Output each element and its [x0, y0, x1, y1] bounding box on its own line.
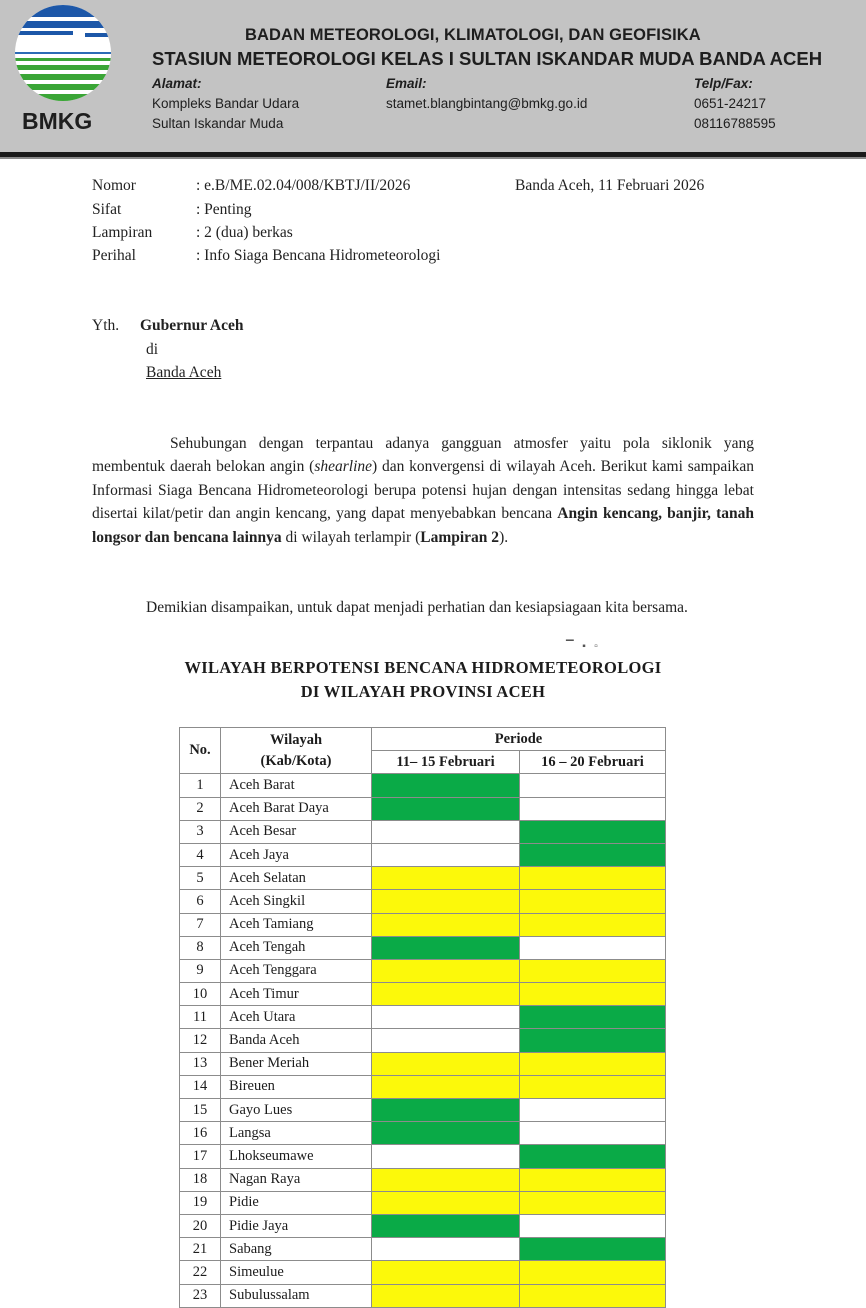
period-cell-yellow — [372, 867, 520, 890]
row-region: Simeulue — [221, 1261, 372, 1284]
period-cell-green — [372, 936, 520, 959]
row-number: 23 — [180, 1284, 221, 1307]
p1-bold-lampiran: Lampiran 2 — [420, 528, 500, 546]
table-title-line-1: WILAYAH BERPOTENSI BENCANA HIDROMETEOROLOGI — [184, 658, 662, 677]
lampiran-label: Lampiran — [92, 224, 153, 241]
table-row — [180, 843, 666, 866]
table-row — [180, 1099, 666, 1122]
period-cell-none — [520, 1099, 666, 1122]
period-cell-green — [520, 1006, 666, 1029]
period-cell-yellow — [520, 1052, 666, 1075]
period-cell-yellow — [520, 1168, 666, 1191]
table-row — [180, 820, 666, 843]
station-name: STASIUN METEOROLOGI KELAS I SULTAN ISKANDAR MUDA BANDA ACEH — [152, 48, 823, 69]
period-cell-none — [372, 1006, 520, 1029]
body-paragraph-1 — [92, 432, 754, 549]
bmkg-logo-icon — [13, 3, 113, 103]
table-row — [180, 1238, 666, 1261]
p1-bold-hazards: Angin kencang, banjir, tanah longsor dan bencana lainnya — [92, 505, 754, 546]
period-cell-green — [520, 1145, 666, 1168]
letterhead-divider — [0, 152, 866, 159]
row-region: Bener Meriah — [221, 1052, 372, 1075]
period-cell-green — [520, 820, 666, 843]
row-number: 13 — [180, 1052, 221, 1075]
table-row — [180, 1214, 666, 1237]
col-header-periode: Periode — [372, 728, 666, 751]
recipient-di: di — [146, 341, 159, 358]
table-row — [180, 1006, 666, 1029]
row-number: 16 — [180, 1122, 221, 1145]
table-row — [180, 797, 666, 820]
table-row — [180, 936, 666, 959]
table-body — [180, 774, 666, 1307]
table-row — [180, 913, 666, 936]
period-cell-yellow — [520, 913, 666, 936]
row-region: Aceh Selatan — [221, 867, 372, 890]
period-cell-yellow — [520, 983, 666, 1006]
period-cell-none — [520, 797, 666, 820]
row-number: 19 — [180, 1191, 221, 1214]
row-region: Lhokseumawe — [221, 1145, 372, 1168]
row-number: 1 — [180, 774, 221, 797]
period-cell-yellow — [372, 959, 520, 982]
row-region: Aceh Tamiang — [221, 913, 372, 936]
row-region: Gayo Lues — [221, 1099, 372, 1122]
period-cell-yellow — [372, 1052, 520, 1075]
table-row — [180, 1122, 666, 1145]
body-paragraph-2: Demikian disampaikan, untuk dapat menjadi perhatian dan kesiapsiagaan kita bersama. — [146, 599, 688, 616]
row-number: 14 — [180, 1075, 221, 1098]
p1-text-d: ). — [499, 528, 509, 546]
row-number: 3 — [180, 820, 221, 843]
table-row — [180, 890, 666, 913]
p1-text-c: di wilayah terlampir ( — [281, 528, 421, 546]
period-cell-yellow — [520, 959, 666, 982]
row-number: 11 — [180, 1006, 221, 1029]
faint-mark: ▔ ▪ ▫ — [566, 641, 601, 652]
row-region: Pidie — [221, 1191, 372, 1214]
period-cell-yellow — [372, 1284, 520, 1307]
email-address: stamet.blangbintang@bmkg.go.id — [386, 96, 588, 111]
p1-text-a: Sehubungan dengan terpantau adanya gangguan atmosfer yaitu pola siklonik yang membentuk daerah belokan angin ( — [92, 435, 754, 476]
address-line-2: Sultan Iskandar Muda — [152, 116, 284, 131]
logo-wordmark: BMKG — [22, 108, 93, 134]
period-cell-yellow — [372, 1168, 520, 1191]
row-region: Aceh Tengah — [221, 936, 372, 959]
row-number: 22 — [180, 1261, 221, 1284]
period-cell-none — [520, 1214, 666, 1237]
nomor-label: Nomor — [92, 177, 136, 194]
period-cell-green — [520, 843, 666, 866]
phone-2: 08116788595 — [694, 116, 776, 131]
period-cell-none — [372, 1029, 520, 1052]
place-date: Banda Aceh, 11 Februari 2026 — [515, 177, 705, 194]
row-number: 12 — [180, 1029, 221, 1052]
period-cell-green — [372, 1099, 520, 1122]
row-region: Aceh Besar — [221, 820, 372, 843]
table-row — [180, 1145, 666, 1168]
p1-text-b: ) dan konvergensi di wilayah Aceh. Berikut kami sampaikan Informasi Siaga Bencana Hidrometeorologi berupa potensi hujan dengan intensitas sedang hingga lebat disertai kilat/petir dan angin kencang, yang dapat menyebabkan bencana — [92, 458, 754, 523]
table-row — [180, 867, 666, 890]
period-cell-yellow — [520, 1284, 666, 1307]
row-number: 8 — [180, 936, 221, 959]
period-cell-yellow — [372, 913, 520, 936]
period-cell-yellow — [520, 890, 666, 913]
table-row — [180, 1261, 666, 1284]
row-number: 4 — [180, 843, 221, 866]
period-cell-yellow — [520, 867, 666, 890]
col-header-wilayah-line2: (Kab/Kota) — [260, 752, 332, 769]
phone-label: Telp/Fax: — [694, 76, 753, 91]
perihal-label: Perihal — [92, 247, 136, 264]
period-cell-none — [372, 843, 520, 866]
col-header-wilayah-line1: Wilayah — [269, 731, 323, 748]
row-number: 6 — [180, 890, 221, 913]
row-number: 20 — [180, 1214, 221, 1237]
table-row — [180, 959, 666, 982]
hazard-table — [179, 727, 666, 1308]
row-number: 10 — [180, 983, 221, 1006]
row-region: Banda Aceh — [221, 1029, 372, 1052]
table-row — [180, 1075, 666, 1098]
row-region: Pidie Jaya — [221, 1214, 372, 1237]
period-cell-yellow — [520, 1191, 666, 1214]
period-cell-yellow — [372, 1075, 520, 1098]
period-cell-yellow — [372, 983, 520, 1006]
nomor-value: : e.B/ME.02.04/008/KBTJ/II/2026 — [196, 177, 411, 194]
row-region: Bireuen — [221, 1075, 372, 1098]
period-cell-none — [520, 1122, 666, 1145]
period-cell-yellow — [520, 1075, 666, 1098]
period-cell-none — [520, 774, 666, 797]
period-cell-green — [372, 1122, 520, 1145]
period-cell-green — [520, 1029, 666, 1052]
sifat-value: : Penting — [196, 201, 252, 218]
row-region: Aceh Timur — [221, 983, 372, 1006]
row-region: Aceh Barat — [221, 774, 372, 797]
period-cell-green — [372, 774, 520, 797]
period-cell-none — [372, 820, 520, 843]
col-header-wilayah — [221, 728, 372, 774]
letterhead — [0, 0, 866, 152]
agency-name: BADAN METEOROLOGI, KLIMATOLOGI, DAN GEOFISIKA — [245, 26, 701, 44]
period-cell-yellow — [372, 1261, 520, 1284]
row-number: 5 — [180, 867, 221, 890]
col-header-period-2: 16 – 20 Februari — [520, 751, 666, 774]
perihal-value: : Info Siaga Bencana Hidrometeorologi — [196, 247, 441, 264]
row-region: Aceh Jaya — [221, 843, 372, 866]
period-cell-green — [372, 797, 520, 820]
table-row — [180, 983, 666, 1006]
sifat-label: Sifat — [92, 201, 122, 218]
col-header-no: No. — [180, 728, 221, 774]
row-region: Aceh Utara — [221, 1006, 372, 1029]
lampiran-value: : 2 (dua) berkas — [196, 224, 293, 241]
period-cell-none — [372, 1145, 520, 1168]
address-line-1: Kompleks Bandar Udara — [152, 96, 300, 111]
col-header-period-1: 11– 15 Februari — [372, 751, 520, 774]
row-number: 17 — [180, 1145, 221, 1168]
phone-1: 0651-24217 — [694, 96, 767, 111]
table-title-line-2: DI WILAYAH PROVINSI ACEH — [300, 682, 546, 701]
row-region: Aceh Tenggara — [221, 959, 372, 982]
row-number: 7 — [180, 913, 221, 936]
period-cell-yellow — [520, 1261, 666, 1284]
email-label: Email: — [386, 76, 427, 91]
row-region: Nagan Raya — [221, 1168, 372, 1191]
period-cell-none — [520, 936, 666, 959]
row-region: Langsa — [221, 1122, 372, 1145]
period-cell-none — [372, 1238, 520, 1261]
row-number: 21 — [180, 1238, 221, 1261]
table-row — [180, 1052, 666, 1075]
address-label: Alamat: — [152, 76, 202, 91]
row-number: 18 — [180, 1168, 221, 1191]
period-cell-green — [372, 1214, 520, 1237]
salutation: Yth. — [92, 317, 120, 334]
table-row — [180, 1284, 666, 1307]
p1-italic: shearline — [314, 458, 373, 476]
period-cell-yellow — [372, 890, 520, 913]
table-row — [180, 1168, 666, 1191]
recipient-name: Gubernur Aceh — [140, 317, 244, 334]
period-cell-green — [520, 1238, 666, 1261]
table-row — [180, 774, 666, 797]
row-region: Aceh Barat Daya — [221, 797, 372, 820]
row-number: 15 — [180, 1099, 221, 1122]
row-region: Sabang — [221, 1238, 372, 1261]
period-cell-yellow — [372, 1191, 520, 1214]
table-row — [180, 1029, 666, 1052]
table-row — [180, 1191, 666, 1214]
row-region: Aceh Singkil — [221, 890, 372, 913]
recipient-city: Banda Aceh — [146, 364, 222, 381]
row-number: 9 — [180, 959, 221, 982]
row-region: Subulussalam — [221, 1284, 372, 1307]
row-number: 2 — [180, 797, 221, 820]
